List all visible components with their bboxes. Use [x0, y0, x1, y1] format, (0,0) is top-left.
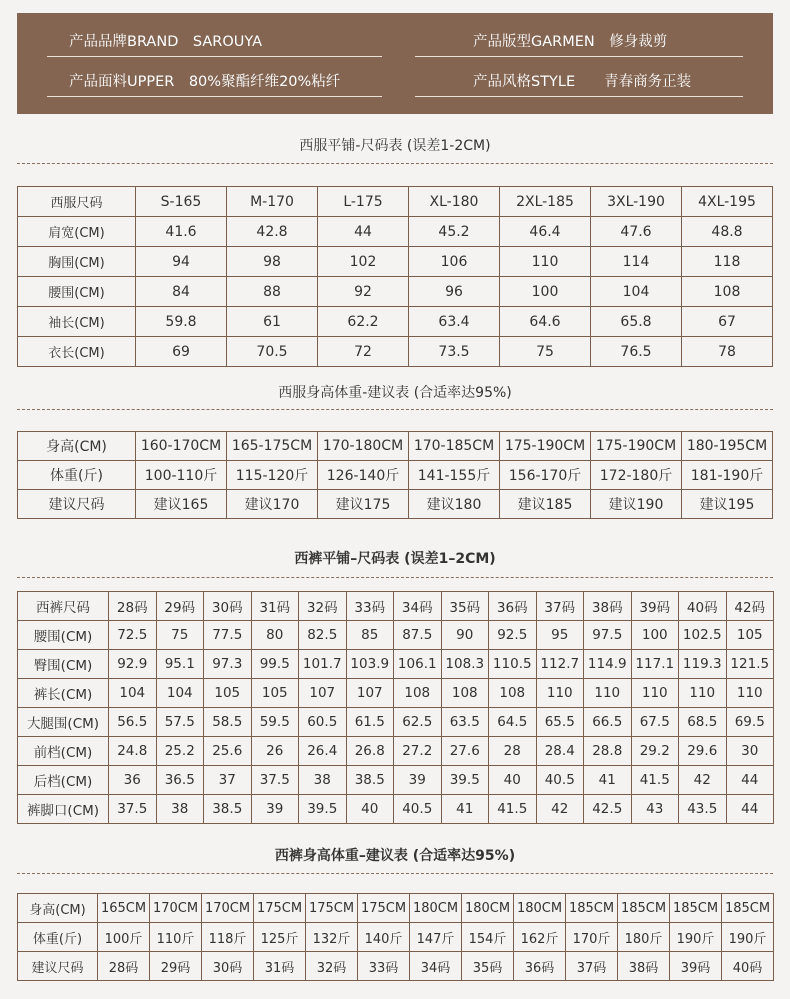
table-cell: 154斤	[462, 923, 514, 952]
divider	[415, 96, 743, 97]
table-cell: 58.5	[204, 708, 252, 737]
table-cell: 156-170斤	[500, 461, 591, 490]
table-row	[18, 337, 773, 367]
table-cell: 105	[204, 679, 252, 708]
table-row	[18, 592, 774, 621]
table-cell: 4XL-195	[682, 187, 773, 217]
table-cell: 78	[682, 337, 773, 367]
table-cell: S-165	[136, 187, 227, 217]
table-cell: 180CM	[462, 894, 514, 923]
table-cell: 35码	[441, 592, 489, 621]
table-cell: 39码	[670, 952, 722, 981]
table-row	[18, 432, 773, 461]
table-cell: 75	[500, 337, 591, 367]
dashed-divider	[17, 409, 773, 410]
table-cell: 107	[346, 679, 394, 708]
table-cell: 38.5	[204, 795, 252, 824]
divider	[47, 96, 382, 97]
table-cell: 99.5	[251, 650, 299, 679]
table-cell: 172-180斤	[591, 461, 682, 490]
table-cell: 110	[726, 679, 774, 708]
table-cell: M-170	[227, 187, 318, 217]
table-cell: 180-195CM	[682, 432, 773, 461]
table-cell: 180CM	[410, 894, 462, 923]
table-cell: 65.5	[536, 708, 584, 737]
table-cell: 40.5	[536, 766, 584, 795]
table-cell: 26.8	[346, 737, 394, 766]
table-cell: 65.8	[591, 307, 682, 337]
table-row	[18, 894, 774, 923]
table-cell: 37码	[536, 592, 584, 621]
table-cell: 26	[251, 737, 299, 766]
table-cell: 41.5	[631, 766, 679, 795]
style-label: 产品风格STYLE 青春商务正装	[473, 74, 692, 90]
table-row	[18, 737, 774, 766]
table-cell: 76.5	[591, 337, 682, 367]
table-cell: 61	[227, 307, 318, 337]
table-cell: 97.5	[584, 621, 632, 650]
table-cell: 61.5	[346, 708, 394, 737]
table-cell: 100	[500, 277, 591, 307]
fit-label: 产品版型GARMEN 修身裁剪	[473, 34, 668, 50]
table-cell: 165CM	[98, 894, 150, 923]
table-row	[18, 277, 773, 307]
row-label-cell: 胸围(CM)	[18, 247, 136, 277]
table-cell: 42	[679, 766, 727, 795]
table-cell: 121.5	[726, 650, 774, 679]
table-cell: 126-140斤	[318, 461, 409, 490]
table-cell: 建议170	[227, 490, 318, 519]
table-cell: 106	[409, 247, 500, 277]
table-cell: 110	[584, 679, 632, 708]
table-cell: 92.5	[489, 621, 537, 650]
table-cell: 108	[394, 679, 442, 708]
table-cell: 60.5	[299, 708, 347, 737]
divider	[47, 56, 382, 57]
row-label-cell: 腰围(CM)	[18, 277, 136, 307]
table-cell: 37.5	[109, 795, 157, 824]
table-cell: 63.5	[441, 708, 489, 737]
table-cell: 103.9	[346, 650, 394, 679]
table-cell: 38码	[618, 952, 670, 981]
table-cell: 108	[489, 679, 537, 708]
table-row	[18, 923, 774, 952]
table-cell: 162斤	[514, 923, 566, 952]
dashed-divider	[17, 577, 773, 578]
table-cell: 185CM	[670, 894, 722, 923]
table-cell: 108	[441, 679, 489, 708]
row-label-cell: 体重(斤)	[18, 923, 98, 952]
table-cell: 108	[682, 277, 773, 307]
table-cell: 26.4	[299, 737, 347, 766]
table-cell: 42	[536, 795, 584, 824]
table-cell: 175-190CM	[500, 432, 591, 461]
table-cell: 110斤	[150, 923, 202, 952]
table-cell: 175CM	[358, 894, 410, 923]
table-row	[18, 766, 774, 795]
table-cell: 43	[631, 795, 679, 824]
table-cell: 39.5	[441, 766, 489, 795]
table-cell: 25.6	[204, 737, 252, 766]
table-cell: 36.5	[156, 766, 204, 795]
table-cell: 32码	[306, 952, 358, 981]
table-cell: 102	[318, 247, 409, 277]
table-cell: 38.5	[346, 766, 394, 795]
table-cell: 41	[584, 766, 632, 795]
table-cell: 34码	[410, 952, 462, 981]
table-row	[18, 650, 774, 679]
table-cell: 114	[591, 247, 682, 277]
table-cell: 70.5	[227, 337, 318, 367]
table-cell: 28.4	[536, 737, 584, 766]
table-cell: 41	[441, 795, 489, 824]
table-cell: 29码	[156, 592, 204, 621]
table-cell: 181-190斤	[682, 461, 773, 490]
table-cell: 30码	[204, 592, 252, 621]
table-cell: 38	[299, 766, 347, 795]
table-cell: 37	[204, 766, 252, 795]
row-label-cell: 衣长(CM)	[18, 337, 136, 367]
table-cell: 45.2	[409, 217, 500, 247]
table-cell: 41.6	[136, 217, 227, 247]
table-cell: 100	[631, 621, 679, 650]
table-cell: 101.7	[299, 650, 347, 679]
suit-recommendation-table	[17, 431, 773, 519]
suit-size-table	[17, 186, 773, 367]
table-cell: 建议185	[500, 490, 591, 519]
table-cell: 92	[318, 277, 409, 307]
table-cell: 165-175CM	[227, 432, 318, 461]
table-cell: 92.9	[109, 650, 157, 679]
row-label-cell: 后档(CM)	[18, 766, 109, 795]
table-cell: 2XL-185	[500, 187, 591, 217]
divider	[415, 56, 743, 57]
table-cell: 31码	[254, 952, 306, 981]
table-row	[18, 187, 773, 217]
table-cell: 建议175	[318, 490, 409, 519]
table-row	[18, 307, 773, 337]
table-cell: 64.6	[500, 307, 591, 337]
table-cell: 41.5	[489, 795, 537, 824]
table-cell: 175-190CM	[591, 432, 682, 461]
table-cell: 39码	[631, 592, 679, 621]
table-cell: 44	[318, 217, 409, 247]
table-cell: 39	[251, 795, 299, 824]
row-label-cell: 大腿围(CM)	[18, 708, 109, 737]
table-cell: 125斤	[254, 923, 306, 952]
table-cell: 59.8	[136, 307, 227, 337]
table-cell: 175CM	[306, 894, 358, 923]
table-cell: 39	[394, 766, 442, 795]
table-cell: 110	[631, 679, 679, 708]
table-cell: 190斤	[670, 923, 722, 952]
table-cell: 104	[591, 277, 682, 307]
table-cell: 185CM	[618, 894, 670, 923]
table-row	[18, 708, 774, 737]
row-label-cell: 身高(CM)	[18, 894, 98, 923]
table-cell: 29.6	[679, 737, 727, 766]
table-cell: 39.5	[299, 795, 347, 824]
table-cell: 94	[136, 247, 227, 277]
table-cell: 47.6	[591, 217, 682, 247]
table-cell: 115-120斤	[227, 461, 318, 490]
table-cell: 66.5	[584, 708, 632, 737]
table-cell: 180斤	[618, 923, 670, 952]
pants-size-chart-title: 西裤平铺–尺码表 (误差1–2CM)	[294, 551, 496, 567]
table-cell: 108.3	[441, 650, 489, 679]
table-cell: 100-110斤	[136, 461, 227, 490]
table-row	[18, 679, 774, 708]
table-cell: 119.3	[679, 650, 727, 679]
table-cell: 98	[227, 247, 318, 277]
table-cell: 170CM	[150, 894, 202, 923]
table-cell: 3XL-190	[591, 187, 682, 217]
table-row	[18, 795, 774, 824]
table-cell: 32码	[299, 592, 347, 621]
table-cell: 118斤	[202, 923, 254, 952]
table-cell: 118	[682, 247, 773, 277]
table-cell: 80	[251, 621, 299, 650]
table-cell: 31码	[251, 592, 299, 621]
table-cell: 69	[136, 337, 227, 367]
table-cell: 170-185CM	[409, 432, 500, 461]
table-cell: 64.5	[489, 708, 537, 737]
table-cell: 38	[156, 795, 204, 824]
brand-label: 产品品牌BRAND SAROUYA	[69, 34, 263, 50]
table-cell: 28.8	[584, 737, 632, 766]
table-row	[18, 621, 774, 650]
table-cell: 87.5	[394, 621, 442, 650]
table-cell: 42码	[726, 592, 774, 621]
table-cell: 40码	[679, 592, 727, 621]
table-cell: 40	[489, 766, 537, 795]
table-cell: 104	[156, 679, 204, 708]
fabric-label: 产品面料UPPER 80%聚酯纤维20%粘纤	[69, 74, 341, 90]
row-label-cell: 西裤尺码	[18, 592, 109, 621]
table-cell: 28	[489, 737, 537, 766]
table-cell: 141-155斤	[409, 461, 500, 490]
table-cell: 36码	[489, 592, 537, 621]
table-cell: 77.5	[204, 621, 252, 650]
table-cell: 85	[346, 621, 394, 650]
table-row	[18, 461, 773, 490]
table-cell: 106.1	[394, 650, 442, 679]
table-cell: 185CM	[722, 894, 774, 923]
table-cell: 105	[726, 621, 774, 650]
table-cell: 29码	[150, 952, 202, 981]
row-label-cell: 裤长(CM)	[18, 679, 109, 708]
pants-recommendation-title: 西裤身高体重–建议表 (合适率达95%)	[274, 848, 516, 864]
table-cell: 147斤	[410, 923, 462, 952]
table-cell: 25.2	[156, 737, 204, 766]
table-cell: 46.4	[500, 217, 591, 247]
row-label-cell: 建议尺码	[18, 952, 98, 981]
table-cell: 40	[346, 795, 394, 824]
table-cell: 42.8	[227, 217, 318, 247]
row-label-cell: 臀围(CM)	[18, 650, 109, 679]
table-row	[18, 247, 773, 277]
row-label-cell: 袖长(CM)	[18, 307, 136, 337]
table-cell: 75	[156, 621, 204, 650]
table-cell: 110	[500, 247, 591, 277]
table-cell: 建议190	[591, 490, 682, 519]
table-cell: 170CM	[202, 894, 254, 923]
table-cell: 建议180	[409, 490, 500, 519]
row-label-cell: 前档(CM)	[18, 737, 109, 766]
suit-size-chart-title: 西服平铺-尺码表 (误差1-2CM)	[299, 138, 491, 154]
suit-recommendation-title: 西服身高体重-建议表 (合适率达95%)	[278, 385, 512, 401]
table-cell: 69.5	[726, 708, 774, 737]
table-cell: 27.6	[441, 737, 489, 766]
table-cell: 建议165	[136, 490, 227, 519]
table-cell: 73.5	[409, 337, 500, 367]
table-cell: 104	[109, 679, 157, 708]
row-label-cell: 西服尺码	[18, 187, 136, 217]
table-cell: 建议195	[682, 490, 773, 519]
table-cell: 28码	[98, 952, 150, 981]
table-cell: 30	[726, 737, 774, 766]
table-cell: 35码	[462, 952, 514, 981]
product-info-banner	[17, 13, 773, 114]
table-cell: 24.8	[109, 737, 157, 766]
table-cell: 170-180CM	[318, 432, 409, 461]
table-cell: 95.1	[156, 650, 204, 679]
table-cell: 97.3	[204, 650, 252, 679]
table-cell: L-175	[318, 187, 409, 217]
table-cell: 140斤	[358, 923, 410, 952]
table-cell: 67.5	[631, 708, 679, 737]
table-cell: 82.5	[299, 621, 347, 650]
table-cell: 190斤	[722, 923, 774, 952]
table-cell: 44	[726, 766, 774, 795]
table-cell: 29.2	[631, 737, 679, 766]
table-cell: 42.5	[584, 795, 632, 824]
table-cell: 117.1	[631, 650, 679, 679]
table-cell: 38码	[584, 592, 632, 621]
table-cell: 110	[536, 679, 584, 708]
table-cell: 62.2	[318, 307, 409, 337]
table-cell: 107	[299, 679, 347, 708]
row-label-cell: 建议尺码	[18, 490, 136, 519]
table-cell: 175CM	[254, 894, 306, 923]
table-row	[18, 217, 773, 247]
table-cell: 28码	[109, 592, 157, 621]
table-cell: 180CM	[514, 894, 566, 923]
table-cell: 96	[409, 277, 500, 307]
table-row	[18, 490, 773, 519]
table-cell: 37.5	[251, 766, 299, 795]
table-cell: 27.2	[394, 737, 442, 766]
dashed-divider	[17, 873, 773, 874]
table-cell: 37码	[566, 952, 618, 981]
table-row	[18, 952, 774, 981]
table-cell: 33码	[358, 952, 410, 981]
row-label-cell: 体重(斤)	[18, 461, 136, 490]
pants-recommendation-table	[17, 893, 774, 981]
table-cell: 160-170CM	[136, 432, 227, 461]
table-cell: 112.7	[536, 650, 584, 679]
pants-size-table	[17, 591, 774, 824]
table-cell: 90	[441, 621, 489, 650]
table-cell: 100斤	[98, 923, 150, 952]
table-cell: 30码	[202, 952, 254, 981]
table-cell: 67	[682, 307, 773, 337]
table-cell: 110	[679, 679, 727, 708]
table-cell: 59.5	[251, 708, 299, 737]
table-cell: 72.5	[109, 621, 157, 650]
table-cell: 170斤	[566, 923, 618, 952]
table-cell: 63.4	[409, 307, 500, 337]
dashed-divider	[17, 163, 773, 164]
table-cell: 105	[251, 679, 299, 708]
table-cell: 34码	[394, 592, 442, 621]
table-cell: 102.5	[679, 621, 727, 650]
table-cell: 72	[318, 337, 409, 367]
table-cell: 88	[227, 277, 318, 307]
table-cell: 36码	[514, 952, 566, 981]
row-label-cell: 肩宽(CM)	[18, 217, 136, 247]
row-label-cell: 身高(CM)	[18, 432, 136, 461]
table-cell: 36	[109, 766, 157, 795]
table-cell: 114.9	[584, 650, 632, 679]
table-cell: 44	[726, 795, 774, 824]
table-cell: 40.5	[394, 795, 442, 824]
table-cell: 95	[536, 621, 584, 650]
table-cell: 43.5	[679, 795, 727, 824]
table-cell: 84	[136, 277, 227, 307]
table-cell: 57.5	[156, 708, 204, 737]
table-cell: 68.5	[679, 708, 727, 737]
table-cell: XL-180	[409, 187, 500, 217]
table-cell: 40码	[722, 952, 774, 981]
table-cell: 48.8	[682, 217, 773, 247]
table-cell: 33码	[346, 592, 394, 621]
row-label-cell: 腰围(CM)	[18, 621, 109, 650]
table-cell: 132斤	[306, 923, 358, 952]
table-cell: 110.5	[489, 650, 537, 679]
row-label-cell: 裤脚口(CM)	[18, 795, 109, 824]
table-cell: 185CM	[566, 894, 618, 923]
table-cell: 56.5	[109, 708, 157, 737]
table-cell: 62.5	[394, 708, 442, 737]
